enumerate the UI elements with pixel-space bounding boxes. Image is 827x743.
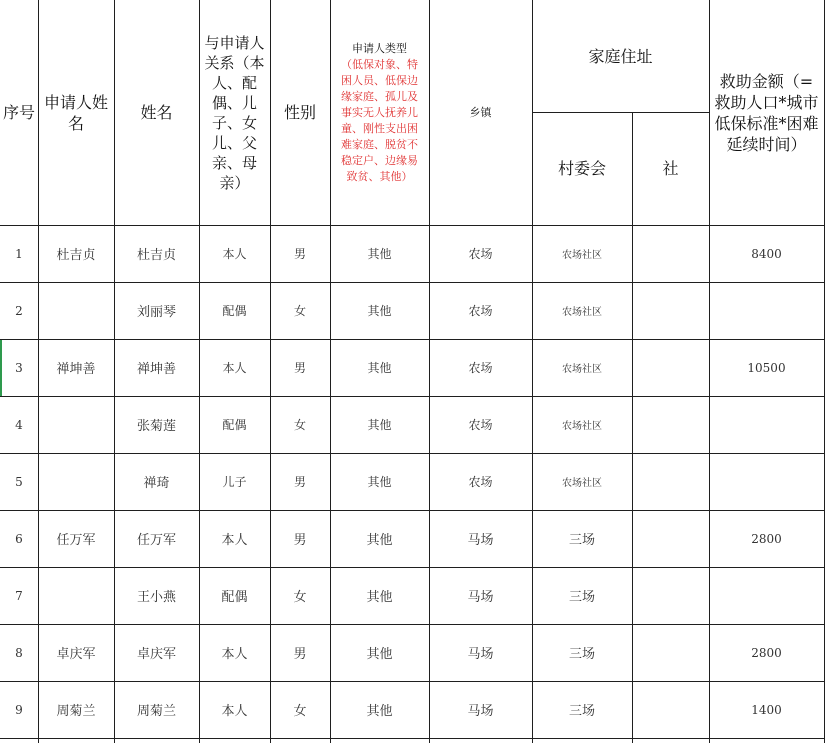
cell-township[interactable]: 马场 [467, 533, 494, 548]
cell-type[interactable]: 其他 [367, 475, 392, 489]
header-relation[interactable] [199, 0, 270, 225]
grid-vline [38, 0, 39, 743]
cell-amount[interactable]: 8400 [751, 246, 782, 261]
cell-relation[interactable]: 本人 [221, 533, 248, 548]
header-seq-text: 序号 [2, 103, 35, 122]
grid-vline [199, 0, 200, 743]
cell-relation[interactable]: 本人 [221, 647, 248, 662]
cell-gender[interactable]: 女 [293, 304, 306, 318]
header-village[interactable] [532, 112, 632, 225]
cell-applicant[interactable]: 卓庆军 [56, 647, 96, 662]
grid-vline [429, 0, 430, 743]
cell-gender[interactable]: 女 [293, 418, 306, 432]
cell-name[interactable]: 任万军 [136, 533, 176, 548]
cell-applicant[interactable] [38, 396, 114, 453]
cell-name[interactable]: 禅坤善 [136, 362, 176, 377]
cell-amount[interactable]: 2800 [751, 531, 782, 546]
cell-amount[interactable] [709, 567, 824, 624]
cell-applicant[interactable] [38, 567, 114, 624]
cell-seq[interactable]: 3 [15, 360, 23, 375]
cell-gender[interactable]: 女 [293, 704, 307, 719]
cell-she[interactable] [632, 225, 709, 282]
cell-relation[interactable]: 配偶 [222, 418, 247, 432]
header-gender-text: 性别 [283, 103, 316, 122]
header-township[interactable] [429, 0, 532, 225]
cell-village[interactable]: 农场社区 [562, 250, 602, 261]
header-amount[interactable] [709, 0, 824, 225]
cell-amount[interactable] [709, 453, 824, 510]
cell-she[interactable] [632, 396, 709, 453]
cell-seq[interactable]: 8 [15, 645, 23, 660]
cell-applicant[interactable] [38, 282, 114, 339]
cell-amount[interactable]: 1400 [751, 702, 782, 717]
cell-village[interactable]: 三场 [568, 533, 595, 548]
cell-seq[interactable]: 6 [15, 531, 23, 546]
cell-type[interactable]: 其他 [366, 533, 393, 548]
cell-township[interactable]: 马场 [467, 704, 494, 719]
grid-vline [709, 0, 710, 743]
header-name[interactable] [114, 0, 199, 225]
cell-type[interactable]: 其他 [367, 247, 392, 261]
cell-seq[interactable]: 2 [15, 303, 23, 318]
cell-name[interactable]: 刘丽琴 [136, 305, 176, 320]
header-name-text: 姓名 [140, 103, 173, 122]
cell-name[interactable]: 张菊莲 [136, 419, 176, 434]
cell-relation[interactable]: 本人 [222, 361, 247, 375]
header-she-text: 社 [662, 159, 679, 178]
cell-gender[interactable]: 女 [293, 590, 307, 605]
cell-gender[interactable]: 男 [293, 361, 306, 375]
grid-hline [0, 225, 825, 226]
grid-hline [0, 453, 825, 454]
header-she[interactable] [632, 112, 709, 225]
cell-name[interactable]: 周菊兰 [136, 704, 176, 719]
cell-she[interactable] [632, 282, 709, 339]
grid-vline [114, 0, 115, 743]
cell-applicant[interactable] [38, 453, 114, 510]
grid-hline [0, 510, 825, 511]
cell-seq[interactable]: 9 [15, 702, 23, 717]
cell-name[interactable]: 禅琦 [143, 476, 170, 491]
cell-relation[interactable]: 配偶 [221, 590, 248, 605]
cell-seq[interactable]: 5 [15, 474, 23, 489]
cell-she[interactable] [632, 510, 709, 567]
grid-vline [330, 0, 331, 743]
cell-amount[interactable] [709, 396, 824, 453]
cell-seq[interactable]: 4 [15, 417, 23, 432]
grid-hline [0, 339, 825, 340]
header-village-text: 村委会 [557, 159, 606, 178]
cell-township[interactable]: 马场 [467, 590, 494, 605]
cell-village[interactable]: 农场社区 [562, 364, 602, 375]
grid-vline [270, 0, 271, 743]
cell-relation[interactable]: 配偶 [222, 304, 247, 318]
header-township-text: 乡镇 [469, 105, 492, 119]
cell-name[interactable]: 王小燕 [136, 590, 176, 605]
cell-gender[interactable]: 男 [293, 533, 307, 548]
cell-village[interactable]: 农场社区 [562, 421, 602, 432]
cell-township[interactable]: 农场 [468, 247, 493, 261]
cell-amount[interactable] [709, 282, 824, 339]
cell-township[interactable]: 农场 [468, 304, 493, 318]
cell-seq[interactable]: 1 [15, 246, 23, 261]
cell-applicant[interactable]: 周菊兰 [56, 704, 96, 719]
cell-applicant[interactable]: 任万军 [56, 533, 96, 548]
cell-township[interactable]: 马场 [467, 647, 494, 662]
cell-village[interactable]: 三场 [568, 704, 595, 719]
cell-gender[interactable]: 男 [293, 647, 307, 662]
header-applicant-type[interactable] [330, 0, 429, 225]
cell-township[interactable]: 农场 [468, 418, 493, 432]
cell-type[interactable]: 其他 [366, 704, 393, 719]
cell-type[interactable]: 其他 [366, 590, 393, 605]
cell-type[interactable]: 其他 [367, 361, 392, 375]
cell-village[interactable]: 三场 [568, 647, 595, 662]
header-amount-text: 救助金额（=救助人口*城市低保标准*困难延续时间） [714, 71, 819, 154]
cell-village[interactable]: 农场社区 [562, 307, 602, 318]
cell-she[interactable] [632, 681, 709, 738]
cell-township[interactable]: 农场 [468, 475, 493, 489]
cell-amount[interactable]: 2800 [751, 645, 782, 660]
cell-gender[interactable]: 男 [293, 247, 306, 261]
cell-village[interactable]: 农场社区 [562, 478, 602, 489]
grid-hline [0, 282, 825, 283]
cell-type[interactable]: 其他 [367, 304, 392, 318]
cell-relation[interactable]: 本人 [221, 704, 248, 719]
cell-name[interactable]: 杜吉贞 [136, 248, 176, 263]
cell-gender[interactable]: 男 [293, 475, 306, 489]
cell-applicant[interactable]: 禅坤善 [56, 362, 96, 377]
header-address-text: 家庭住址 [588, 46, 653, 66]
grid-hline [0, 396, 825, 397]
header-seq[interactable] [0, 0, 38, 225]
cell-amount[interactable]: 10500 [747, 360, 786, 375]
cell-she[interactable] [632, 453, 709, 510]
cell-relation[interactable]: 本人 [222, 247, 247, 261]
header-gender[interactable] [270, 0, 330, 225]
header-address[interactable] [532, 0, 709, 112]
cell-type[interactable]: 其他 [367, 418, 392, 432]
cell-she[interactable] [632, 339, 709, 396]
grid-vline [632, 112, 633, 743]
cell-village[interactable]: 三场 [568, 590, 595, 605]
cell-relation[interactable]: 儿子 [222, 475, 247, 489]
cell-type[interactable]: 其他 [366, 647, 393, 662]
cell-name[interactable]: 卓庆军 [136, 647, 176, 662]
grid-hline [0, 681, 825, 682]
header-applicant-name[interactable] [38, 0, 114, 225]
header-relation-text: 与申请人关系（本人、配偶、儿子、女儿、父亲、母亲） [204, 33, 265, 192]
header-applicant-name-text: 申请人姓名 [44, 92, 109, 133]
grid-hline [0, 738, 825, 739]
cell-she[interactable] [632, 624, 709, 681]
cell-she[interactable] [632, 567, 709, 624]
grid-hline [0, 624, 825, 625]
row-selection-marker [0, 340, 2, 396]
cell-applicant[interactable]: 杜吉贞 [56, 248, 96, 263]
header-applicant-type-detail: （低保对象、特困人员、低保边缘家庭、孤儿及事实无人抚养儿童、刚性支出困难家庭、脱贫不稳定户、边缘易致贫、其他） [341, 57, 418, 183]
grid-vline [824, 0, 825, 743]
header-applicant-type-title: 申请人类型 [352, 41, 407, 55]
cell-township[interactable]: 农场 [468, 361, 493, 375]
grid-hline [0, 567, 825, 568]
cell-seq[interactable]: 7 [15, 588, 23, 603]
grid-hline [532, 112, 709, 113]
